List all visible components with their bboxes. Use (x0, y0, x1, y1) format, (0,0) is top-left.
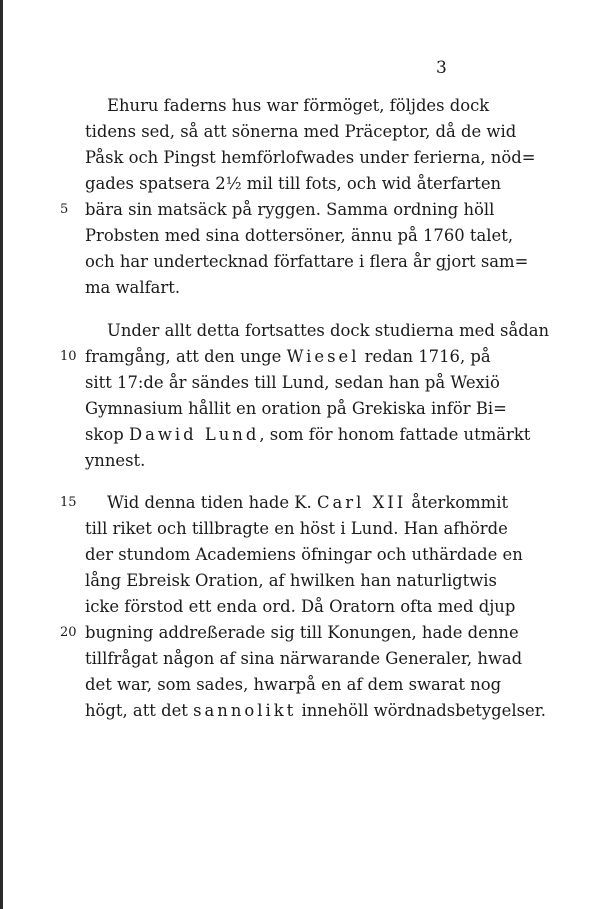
text-line: och har undertecknad författare i flera år gjort sam= (85, 252, 529, 271)
text-line: Ehuru faderns hus war förmöget, följdes dock (107, 96, 490, 115)
line-number: 10 (60, 349, 77, 364)
text-line-mixed (85, 344, 491, 370)
line-number: 5 (60, 202, 69, 217)
text-line: bära sin matsäck på ryggen. Samma ordning höll (85, 200, 495, 219)
line-number: 15 (60, 495, 77, 510)
line-number: 20 (60, 625, 77, 640)
text-line: sitt 17:de år sändes till Lund, sedan han på Wexiö (85, 373, 500, 392)
text-line: Påsk och Pingst hemförlofwades under ferierna, nöd= (85, 148, 536, 167)
text-line: Probsten med sina dottersöner, ännu på 1760 talet, (85, 226, 514, 245)
spaced-name-dawid-lund: Dawid Lund (128, 425, 260, 444)
text-line: tidens sed, så att sönerna med Präceptor, då de wid (85, 122, 517, 141)
text-line: Gymnasium hållit en oration på Grekiska inför Bi= (85, 399, 507, 418)
page-edge-rule (0, 0, 3, 909)
text-line: Under allt detta fortsattes dock studierna med sådan (107, 321, 550, 340)
text-run: högt, att det (85, 701, 188, 720)
text-line: gades spatsera 2½ mil till fots, och wid återfarten (85, 174, 502, 193)
text-line-mixed (85, 698, 546, 724)
text-line: ma walfart. (85, 278, 181, 297)
text-line: der stundom Academiens öfningar och uthärdade en (85, 545, 523, 564)
text-run: skop (85, 425, 124, 444)
text-run: redan 1716, på (364, 347, 491, 366)
text-run: wördnadsbetygelser. (373, 701, 546, 720)
text-line: tillfrågat någon af sina närwarande Generaler, hwad (85, 649, 523, 668)
text-line-mixed (85, 422, 531, 448)
spaced-word-sannolikt: sannolikt (193, 701, 297, 720)
text-line: lång Ebreisk Oration, af hwilken han naturligtwis (85, 571, 497, 590)
text-run: innehöll (301, 701, 369, 720)
spaced-name-carl-xii: Carl XII (316, 493, 407, 512)
text-line: bugning addreßerade sig till Konungen, hade denne (85, 623, 519, 642)
text-run: Wid denna tiden hade K. (107, 493, 312, 512)
page-number: 3 (436, 58, 447, 78)
text-run: framgång, att den unge (85, 347, 282, 366)
text-line: icke förstod ett enda ord. Då Oratorn ofta med djup (85, 597, 516, 616)
text-line: det war, som sades, hwarpå en af dem swarat nog (85, 675, 502, 694)
text-run: återkommit (411, 493, 509, 512)
text-line: ynnest. (85, 451, 146, 470)
spaced-name-wiesel: Wiesel (286, 347, 360, 366)
text-run: , som för honom fattade utmärkt (259, 425, 531, 444)
text-line: till riket och tillbragte en höst i Lund. Han afhörde (85, 519, 508, 538)
text-line-mixed (85, 490, 509, 516)
